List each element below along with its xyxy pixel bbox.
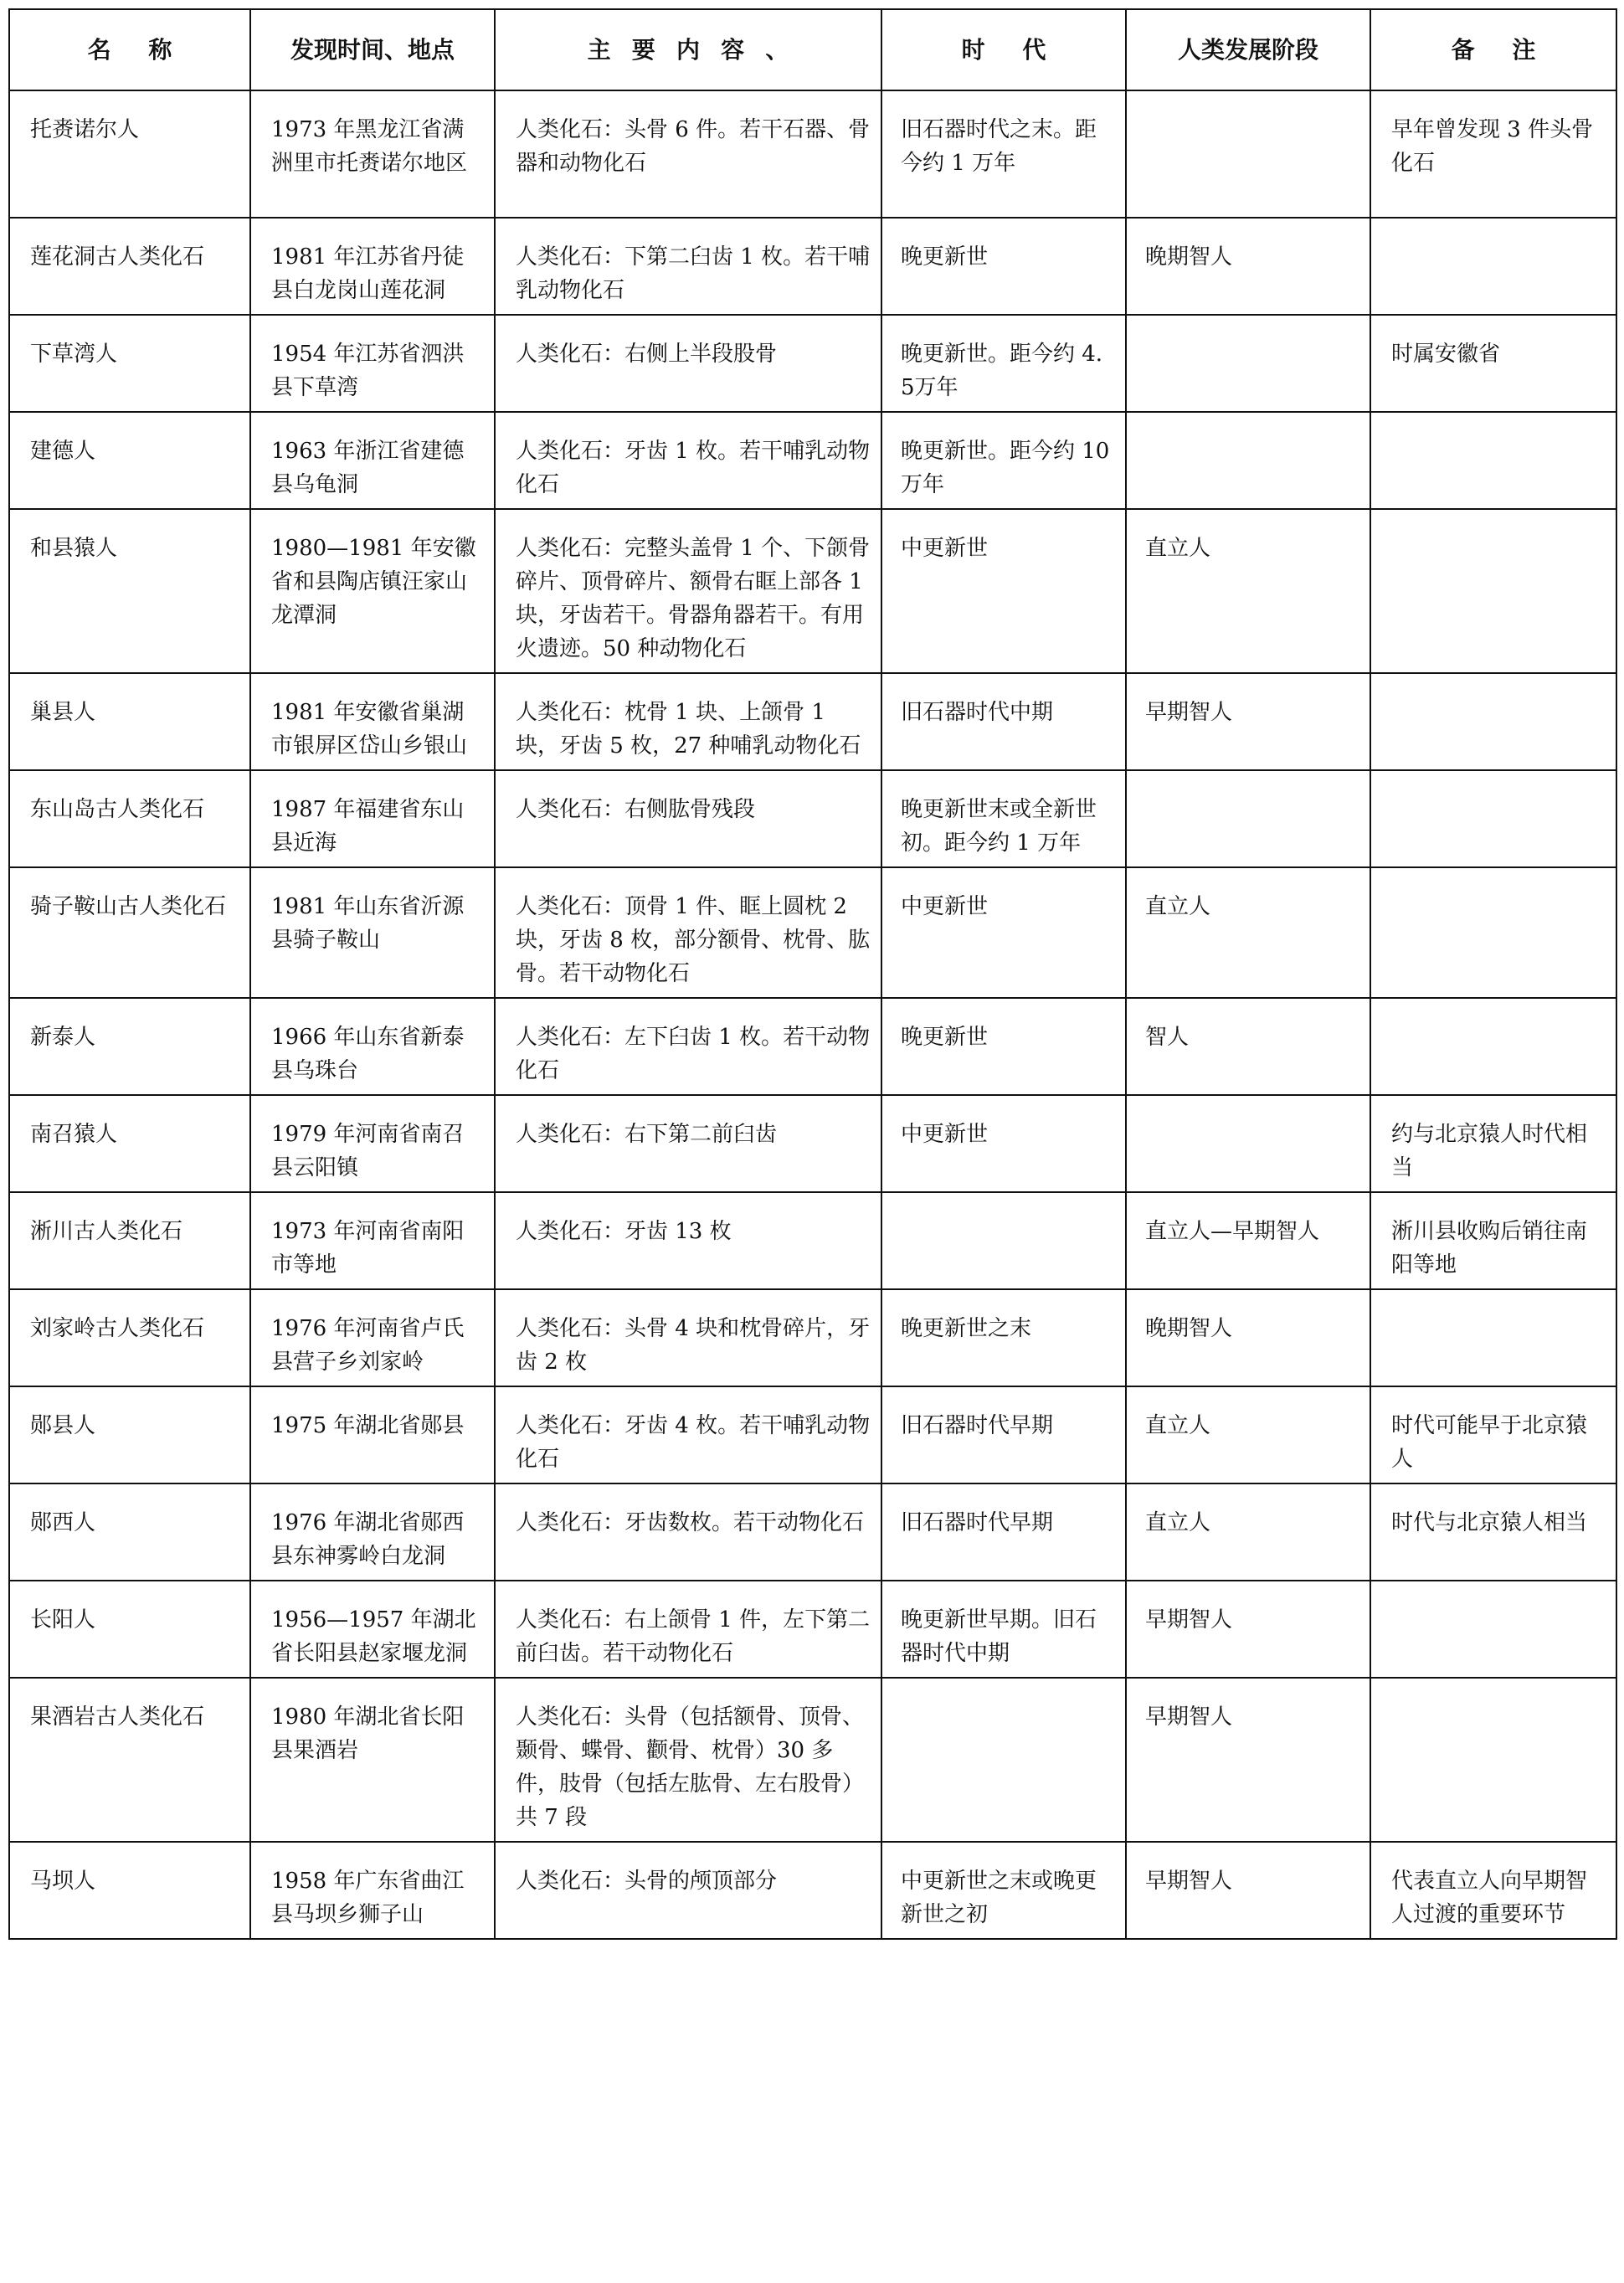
header-stage: 人类发展阶段	[1126, 9, 1370, 90]
table-row	[9, 1842, 1616, 1939]
cell-content: 人类化石：顶骨 1 件、眶上圆枕 2 块，牙齿 8 枚，部分额骨、枕骨、肱骨。若干动物化石	[495, 867, 881, 998]
cell-note: 时代可能早于北京猿人	[1370, 1386, 1616, 1483]
cell-name: 马坝人	[9, 1842, 250, 1939]
cell-discovery: 1980—1981 年安徽省和县陶店镇汪家山龙潭洞	[250, 509, 495, 673]
cell-content: 人类化石：枕骨 1 块、上颌骨 1 块，牙齿 5 枚，27 种哺乳动物化石	[495, 673, 881, 770]
cell-name: 淅川古人类化石	[9, 1192, 250, 1289]
cell-discovery: 1976 年河南省卢氏县营子乡刘家岭	[250, 1289, 495, 1386]
table-row	[9, 218, 1616, 315]
cell-content: 人类化石：下第二臼齿 1 枚。若干哺乳动物化石	[495, 218, 881, 315]
fossil-table	[8, 8, 1617, 1940]
cell-name: 和县猿人	[9, 509, 250, 673]
cell-era: 晚更新世早期。旧石器时代中期	[881, 1581, 1126, 1678]
cell-note: 时属安徽省	[1370, 315, 1616, 412]
cell-content: 人类化石：右侧上半段股骨	[495, 315, 881, 412]
cell-note	[1370, 867, 1616, 998]
cell-stage: 直立人—早期智人	[1126, 1192, 1370, 1289]
cell-content: 人类化石：头骨（包括额骨、顶骨、颞骨、蝶骨、颧骨、枕骨）30 多件，肢骨（包括左肱骨、左右股骨）共 7 段	[495, 1678, 881, 1842]
cell-name: 刘家岭古人类化石	[9, 1289, 250, 1386]
cell-era: 晚更新世。距今约 10 万年	[881, 412, 1126, 509]
cell-name: 郧西人	[9, 1483, 250, 1581]
cell-discovery: 1956—1957 年湖北省长阳县赵家堰龙洞	[250, 1581, 495, 1678]
table-row	[9, 673, 1616, 770]
cell-content: 人类化石：牙齿 13 枚	[495, 1192, 881, 1289]
cell-note	[1370, 770, 1616, 867]
cell-content: 人类化石：牙齿 4 枚。若干哺乳动物化石	[495, 1386, 881, 1483]
header-name: 名称	[9, 9, 250, 90]
table-body	[9, 90, 1616, 1939]
cell-era: 晚更新世末或全新世初。距今约 1 万年	[881, 770, 1126, 867]
cell-era: 旧石器时代中期	[881, 673, 1126, 770]
cell-stage: 直立人	[1126, 867, 1370, 998]
table-row	[9, 1678, 1616, 1842]
cell-era: 旧石器时代之末。距今约 1 万年	[881, 90, 1126, 218]
table-row	[9, 412, 1616, 509]
cell-content: 人类化石：完整头盖骨 1 个、下颌骨碎片、顶骨碎片、额骨右眶上部各 1 块，牙齿若干。骨器角器若干。有用火遗迹。50 种动物化石	[495, 509, 881, 673]
cell-discovery: 1981 年江苏省丹徒县白龙岗山莲花洞	[250, 218, 495, 315]
cell-note: 代表直立人向早期智人过渡的重要环节	[1370, 1842, 1616, 1939]
header-note: 备注	[1370, 9, 1616, 90]
cell-era	[881, 1192, 1126, 1289]
cell-note	[1370, 412, 1616, 509]
header-discovery: 发现时间、地点	[250, 9, 495, 90]
cell-note	[1370, 673, 1616, 770]
cell-name: 莲花洞古人类化石	[9, 218, 250, 315]
cell-stage: 早期智人	[1126, 1678, 1370, 1842]
cell-discovery: 1963 年浙江省建德县乌龟洞	[250, 412, 495, 509]
cell-stage	[1126, 770, 1370, 867]
cell-note: 约与北京猿人时代相当	[1370, 1095, 1616, 1192]
cell-era: 中更新世	[881, 867, 1126, 998]
cell-content: 人类化石：右下第二前臼齿	[495, 1095, 881, 1192]
cell-stage: 早期智人	[1126, 1581, 1370, 1678]
cell-stage: 直立人	[1126, 1483, 1370, 1581]
cell-note	[1370, 1678, 1616, 1842]
cell-content: 人类化石：头骨的颅顶部分	[495, 1842, 881, 1939]
cell-content: 人类化石：头骨 4 块和枕骨碎片，牙齿 2 枚	[495, 1289, 881, 1386]
cell-stage	[1126, 412, 1370, 509]
header-row	[9, 9, 1616, 90]
cell-era: 晚更新世之末	[881, 1289, 1126, 1386]
cell-name: 郧县人	[9, 1386, 250, 1483]
cell-name: 新泰人	[9, 998, 250, 1095]
cell-era: 晚更新世。距今约 4.5万年	[881, 315, 1126, 412]
table-row	[9, 998, 1616, 1095]
cell-era: 旧石器时代早期	[881, 1386, 1126, 1483]
cell-discovery: 1954 年江苏省泗洪县下草湾	[250, 315, 495, 412]
cell-stage: 智人	[1126, 998, 1370, 1095]
cell-stage: 晚期智人	[1126, 218, 1370, 315]
cell-discovery: 1958 年广东省曲江县马坝乡狮子山	[250, 1842, 495, 1939]
cell-stage: 早期智人	[1126, 1842, 1370, 1939]
table-row	[9, 509, 1616, 673]
cell-era: 旧石器时代早期	[881, 1483, 1126, 1581]
cell-era: 中更新世之末或晚更新世之初	[881, 1842, 1126, 1939]
cell-name: 托赉诺尔人	[9, 90, 250, 218]
cell-discovery: 1987 年福建省东山县近海	[250, 770, 495, 867]
cell-name: 长阳人	[9, 1581, 250, 1678]
cell-note	[1370, 218, 1616, 315]
cell-discovery: 1975 年湖北省郧县	[250, 1386, 495, 1483]
table-row	[9, 1483, 1616, 1581]
cell-stage: 早期智人	[1126, 673, 1370, 770]
cell-name: 骑子鞍山古人类化石	[9, 867, 250, 998]
cell-discovery: 1979 年河南省南召县云阳镇	[250, 1095, 495, 1192]
cell-content: 人类化石：牙齿数枚。若干动物化石	[495, 1483, 881, 1581]
cell-era	[881, 1678, 1126, 1842]
cell-era: 晚更新世	[881, 218, 1126, 315]
table-header	[9, 9, 1616, 90]
table-row	[9, 1289, 1616, 1386]
cell-discovery: 1980 年湖北省长阳县果酒岩	[250, 1678, 495, 1842]
cell-note: 早年曾发现 3 件头骨化石	[1370, 90, 1616, 218]
cell-note	[1370, 998, 1616, 1095]
table-row	[9, 770, 1616, 867]
cell-stage	[1126, 90, 1370, 218]
cell-name: 南召猿人	[9, 1095, 250, 1192]
header-content: 主要内容、	[495, 9, 881, 90]
cell-name: 东山岛古人类化石	[9, 770, 250, 867]
cell-note	[1370, 509, 1616, 673]
cell-discovery: 1973 年河南省南阳市等地	[250, 1192, 495, 1289]
cell-content: 人类化石：右侧肱骨残段	[495, 770, 881, 867]
cell-stage: 晚期智人	[1126, 1289, 1370, 1386]
cell-stage	[1126, 1095, 1370, 1192]
cell-discovery: 1973 年黑龙江省满洲里市托赉诺尔地区	[250, 90, 495, 218]
cell-stage: 直立人	[1126, 509, 1370, 673]
cell-content: 人类化石：左下臼齿 1 枚。若干动物化石	[495, 998, 881, 1095]
cell-note	[1370, 1581, 1616, 1678]
cell-content: 人类化石：牙齿 1 枚。若干哺乳动物化石	[495, 412, 881, 509]
table-row	[9, 1095, 1616, 1192]
table-row	[9, 315, 1616, 412]
cell-name: 建德人	[9, 412, 250, 509]
table-row	[9, 90, 1616, 218]
cell-name: 巢县人	[9, 673, 250, 770]
cell-note	[1370, 1289, 1616, 1386]
cell-stage	[1126, 315, 1370, 412]
cell-content: 人类化石：头骨 6 件。若干石器、骨器和动物化石	[495, 90, 881, 218]
cell-content: 人类化石：右上颌骨 1 件，左下第二前臼齿。若干动物化石	[495, 1581, 881, 1678]
cell-name: 下草湾人	[9, 315, 250, 412]
table-row	[9, 867, 1616, 998]
cell-note: 淅川县收购后销往南阳等地	[1370, 1192, 1616, 1289]
table-row	[9, 1581, 1616, 1678]
cell-discovery: 1976 年湖北省郧西县东神雾岭白龙洞	[250, 1483, 495, 1581]
cell-stage: 直立人	[1126, 1386, 1370, 1483]
cell-era: 晚更新世	[881, 998, 1126, 1095]
cell-discovery: 1966 年山东省新泰县乌珠台	[250, 998, 495, 1095]
cell-discovery: 1981 年安徽省巢湖市银屏区岱山乡银山	[250, 673, 495, 770]
cell-name: 果酒岩古人类化石	[9, 1678, 250, 1842]
cell-note: 时代与北京猿人相当	[1370, 1483, 1616, 1581]
table-row	[9, 1192, 1616, 1289]
cell-discovery: 1981 年山东省沂源县骑子鞍山	[250, 867, 495, 998]
header-era: 时代	[881, 9, 1126, 90]
cell-era: 中更新世	[881, 1095, 1126, 1192]
table-row	[9, 1386, 1616, 1483]
cell-era: 中更新世	[881, 509, 1126, 673]
